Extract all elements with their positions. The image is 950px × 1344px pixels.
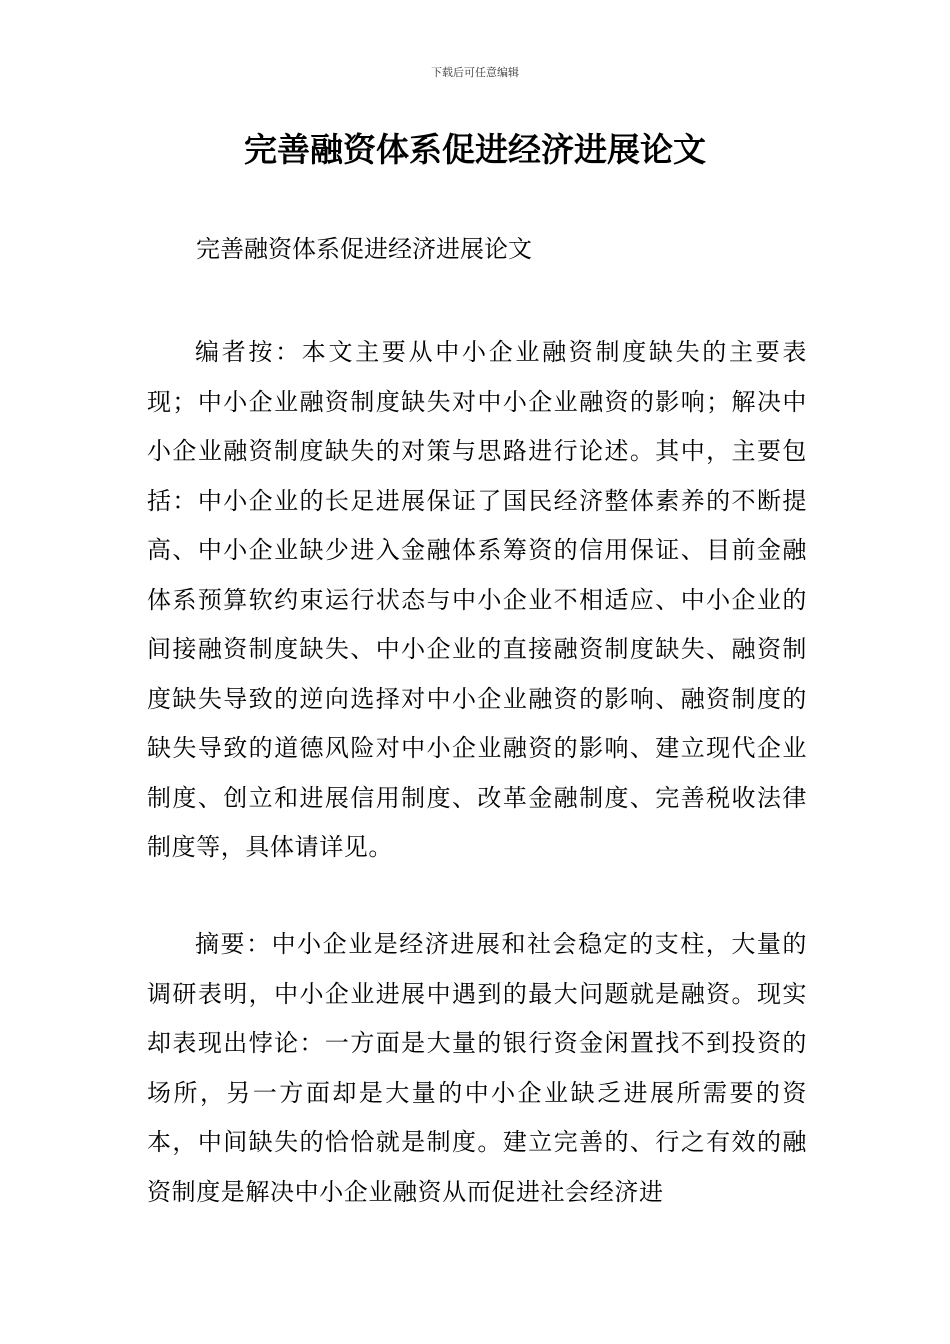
document-title: 完善融资体系促进经济进展论文: [244, 130, 706, 169]
document-subtitle: 完善融资体系促进经济进展论文: [196, 235, 532, 263]
abstract-paragraph: 摘要：中小企业是经济进展和社会稳定的支柱，大量的调研表明，中小企业进展中遇到的最大问题就是融资。现实却表现出悖论：一方面是大量的银行资金闲置找不到投资的场所，另一方面却是大量的中小企业缺乏进展所需要的资本，中间缺失的恰恰就是制度。建立完善的、行之有效的融资制度是解决中小企业融资从而促进社会经济进: [147, 930, 807, 1206]
editor-note-paragraph: 编者按：本文主要从中小企业融资制度缺失的主要表现；中小企业融资制度缺失对中小企业融资的影响；解决中小企业融资制度缺失的对策与思路进行论述。其中，主要包括：中小企业的长足进展保证了国民经济整体素养的不断提高、中小企业缺少进入金融体系筹资的信用保证、目前金融体系预算软约束运行状态与中小企业不相适应、中小企业的间接融资制度缺失、中小企业的直接融资制度缺失、融资制度缺失导致的逆向选择对中小企业融资的影响、融资制度的缺失导致的道德风险对中小企业融资的影响、建立现代企业制度、创立和进展信用制度、改革金融制度、完善税收法律制度等，具体请详见。: [147, 338, 807, 861]
header-note: 下载后可任意编辑: [431, 66, 519, 79]
